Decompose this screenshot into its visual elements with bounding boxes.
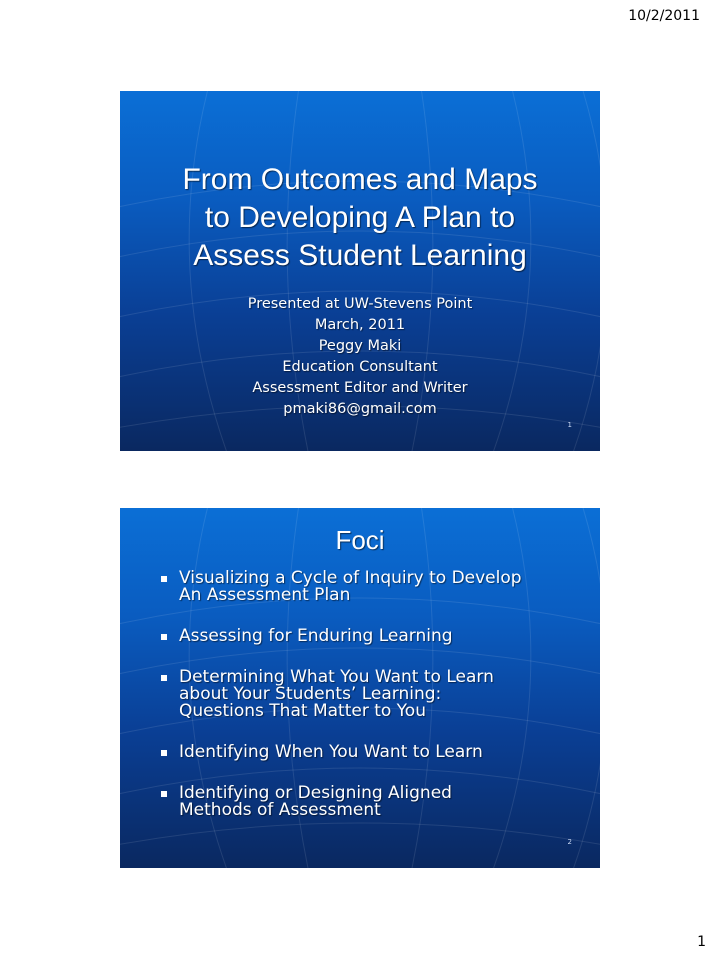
slide-1-number: 1 [567,421,572,429]
presenter-name: Peggy Maki [318,338,402,354]
page-date: 10/2/2011 [628,8,700,24]
slide-2-number: 2 [567,838,572,846]
slide-1-title-line: Assess Student Learning [193,239,527,272]
bullet-line: Methods of Assessment [179,800,381,820]
page-number: 1 [697,934,706,950]
bullet-line: about Your Students’ Learning: [179,684,442,704]
presenter-venue: Presented at UW-Stevens Point [247,296,473,312]
bullet-item [160,570,580,604]
bullet-item [160,785,580,819]
bullet-line: Questions That Matter to You [179,701,426,721]
slide-2 [120,508,600,868]
bullet-line: An Assessment Plan [179,585,351,605]
slide-1-title-line: From Outcomes and Maps [182,163,538,196]
square-bullet-icon [161,634,167,640]
presenter-role: Education Consultant [282,359,438,375]
presenter-email: pmaki86@gmail.com [283,401,437,417]
slide-1-title-line: to Developing A Plan to [204,201,516,234]
bullet-item [160,628,580,645]
square-bullet-icon [161,750,167,756]
square-bullet-icon [161,576,167,582]
bullet-line: Assessing for Enduring Learning [179,626,453,646]
slide-2-title: Foci [335,525,385,555]
presentation-date: March, 2011 [314,317,406,333]
bullet-item [160,669,580,720]
bullet-item [160,744,580,761]
bullet-line: Identifying or Designing Aligned [179,783,452,803]
slide-1-title [120,161,600,275]
slide-2-bullet-list [160,570,580,843]
bullet-line: Visualizing a Cycle of Inquiry to Develop [179,568,522,588]
slide-1-subtitle [120,294,600,420]
slide-1 [120,91,600,451]
square-bullet-icon [161,791,167,797]
bullet-line: Determining What You Want to Learn [179,667,494,687]
square-bullet-icon [161,675,167,681]
bullet-line: Identifying When You Want to Learn [179,742,483,762]
presenter-role-2: Assessment Editor and Writer [252,380,468,396]
